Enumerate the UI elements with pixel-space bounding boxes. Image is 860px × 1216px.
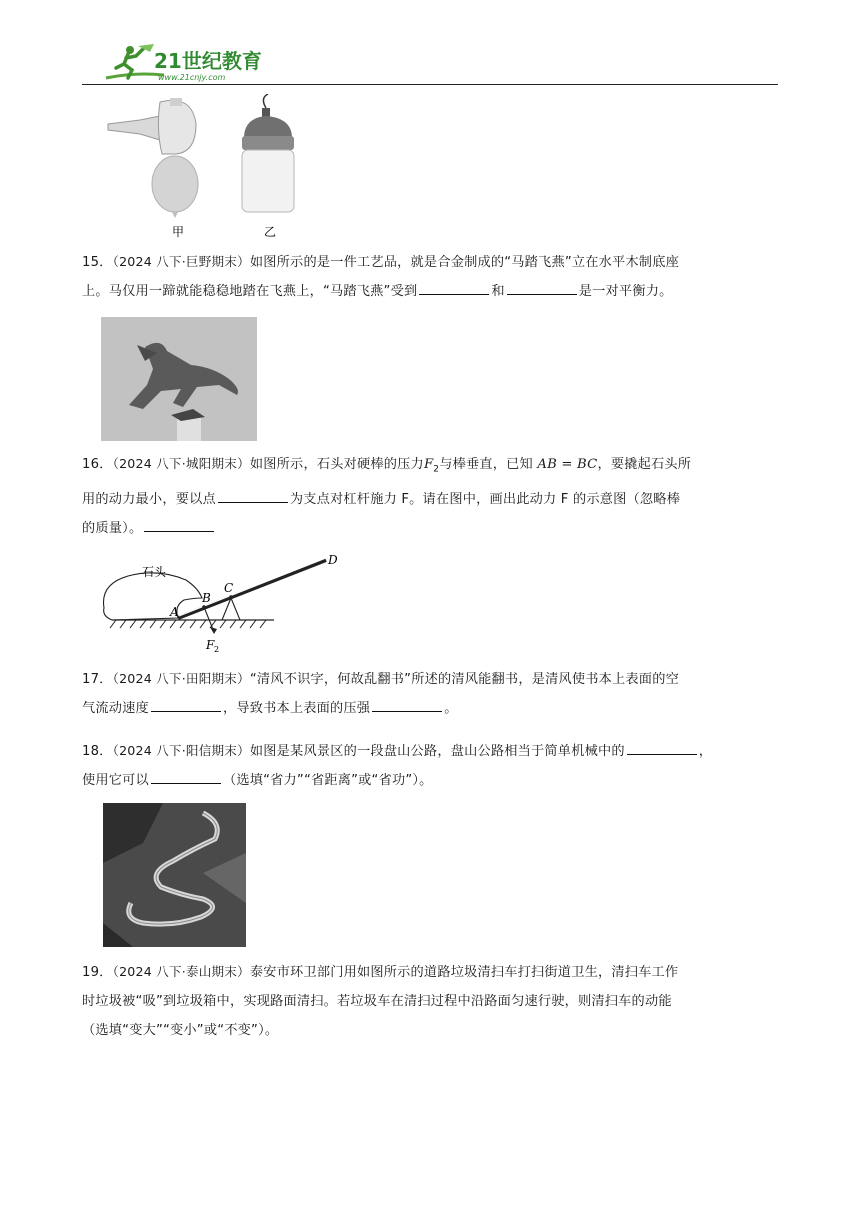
question-number: 17． — [82, 672, 113, 687]
question-18-line2 — [82, 766, 782, 795]
header-logo — [104, 44, 284, 84]
question-source: （2024 八下·泰山期末） — [112, 964, 250, 979]
question-text: 气流动速度 — [82, 701, 149, 716]
answer-blank[interactable] — [218, 488, 288, 503]
logo-text: 21世纪教育 — [154, 49, 262, 73]
question-19-line1 — [82, 957, 782, 987]
question-source: （2024 八下·阳信期末） — [112, 743, 250, 758]
question-15-line1 — [82, 247, 782, 277]
figure-label-jia: 甲 — [172, 225, 185, 239]
question-text: 如图所示，石头对硬棒的压力 — [249, 457, 424, 472]
question-16-line3 — [82, 514, 782, 543]
horse-statue-photo — [101, 317, 257, 441]
answer-blank[interactable] — [151, 697, 221, 712]
question-19 — [82, 957, 782, 1045]
logo-url: www.21cnjy.com — [158, 73, 226, 82]
question-text: “清风不识字，何故乱翻书”所述的清风能翻书，是清风使书本上表面的空 — [249, 672, 679, 687]
question-text: （选填“省力”“省距离”或“省功”）。 — [222, 773, 433, 788]
question-source: （2024 八下·巨野期末） — [112, 254, 250, 269]
question-17-line2 — [82, 694, 782, 723]
question-19-line2 — [82, 987, 782, 1016]
label-C: C — [224, 581, 234, 595]
question-text: 时垃圾被“吸”到垃圾箱中，实现路面清扫。若垃圾车在清扫过程中沿路面匀速行驶，则清扫车的动能 — [82, 994, 672, 1009]
question-15-line2 — [82, 277, 782, 306]
question-17 — [82, 664, 782, 723]
question-text: 泰安市环卫部门用如图所示的道路垃圾清扫车打扫街道卫生，清扫车工作 — [249, 965, 679, 980]
question-source: （2024 八下·城阳期末） — [112, 456, 250, 471]
mountain-road-photo — [103, 803, 246, 947]
question-text: ， — [698, 744, 713, 759]
math-equation: AB = BC — [537, 457, 598, 472]
question-text: 。 — [444, 701, 458, 716]
question-18-line1 — [82, 736, 782, 766]
label-F2: F — [206, 638, 215, 652]
question-text: 如图是某风景区的一段盘山公路，盘山公路相当于简单机械中的 — [249, 744, 625, 759]
answer-blank[interactable] — [419, 280, 489, 295]
question-text: 为支点对杠杆施力 F。请在图中，画出此动力 F 的示意图（忽略棒 — [289, 491, 681, 507]
balloon-image — [152, 156, 198, 218]
lever-rod — [178, 560, 326, 618]
question-text: 与棒垂直，已知 — [439, 457, 533, 472]
figure-q14 — [100, 94, 310, 244]
question-number: 16． — [82, 457, 113, 472]
answer-blank[interactable] — [372, 697, 442, 712]
label-A: A — [170, 605, 179, 619]
question-18 — [82, 736, 782, 795]
answer-blank[interactable] — [144, 517, 214, 532]
question-19-line3 — [82, 1016, 782, 1045]
question-text: 的质量）。 — [82, 520, 143, 536]
question-text: 上。马仅用一蹄就能稳稳地踏在飞燕上，“马踏飞燕”受到 — [82, 284, 418, 299]
answer-blank[interactable] — [507, 280, 577, 295]
question-16-line2 — [82, 485, 782, 514]
jar-image — [242, 94, 294, 212]
question-source: （2024 八下·田阳期末） — [112, 671, 250, 686]
question-16-line1 — [82, 449, 782, 485]
question-text: ，要撬起石头所 — [597, 457, 692, 472]
figure-label-yi: 乙 — [264, 225, 277, 239]
question-text: ，导致书本上表面的压强 — [222, 701, 371, 716]
math-sub: 2 — [433, 464, 440, 475]
label-F2-sub: 2 — [214, 645, 220, 654]
question-text: 和 — [491, 284, 505, 299]
answer-blank[interactable] — [151, 769, 221, 784]
header-divider — [82, 84, 778, 85]
question-number: 18． — [82, 744, 113, 759]
question-16 — [82, 449, 782, 543]
question-17-line1 — [82, 664, 782, 694]
question-text: （选填“变大”“变小”或“不变”）。 — [82, 1023, 279, 1038]
question-text: 用的动力最小，要以点 — [82, 491, 216, 507]
question-15 — [82, 247, 782, 306]
question-text: 如图所示的是一件工艺品，就是合金制成的“马踏飞燕”立在水平木制底座 — [249, 255, 679, 270]
question-text: 是一对平衡力。 — [578, 284, 673, 299]
label-D: D — [328, 553, 338, 567]
math-var: F — [423, 457, 434, 472]
question-number: 19． — [82, 965, 113, 980]
question-text: 使用它可以 — [82, 773, 149, 788]
question-number: 15． — [82, 255, 113, 270]
label-stone: 石头 — [142, 565, 167, 579]
answer-blank[interactable] — [627, 740, 697, 755]
lever-diagram — [98, 550, 358, 660]
hair-dryer-image — [108, 98, 196, 154]
label-B: B — [202, 591, 211, 605]
